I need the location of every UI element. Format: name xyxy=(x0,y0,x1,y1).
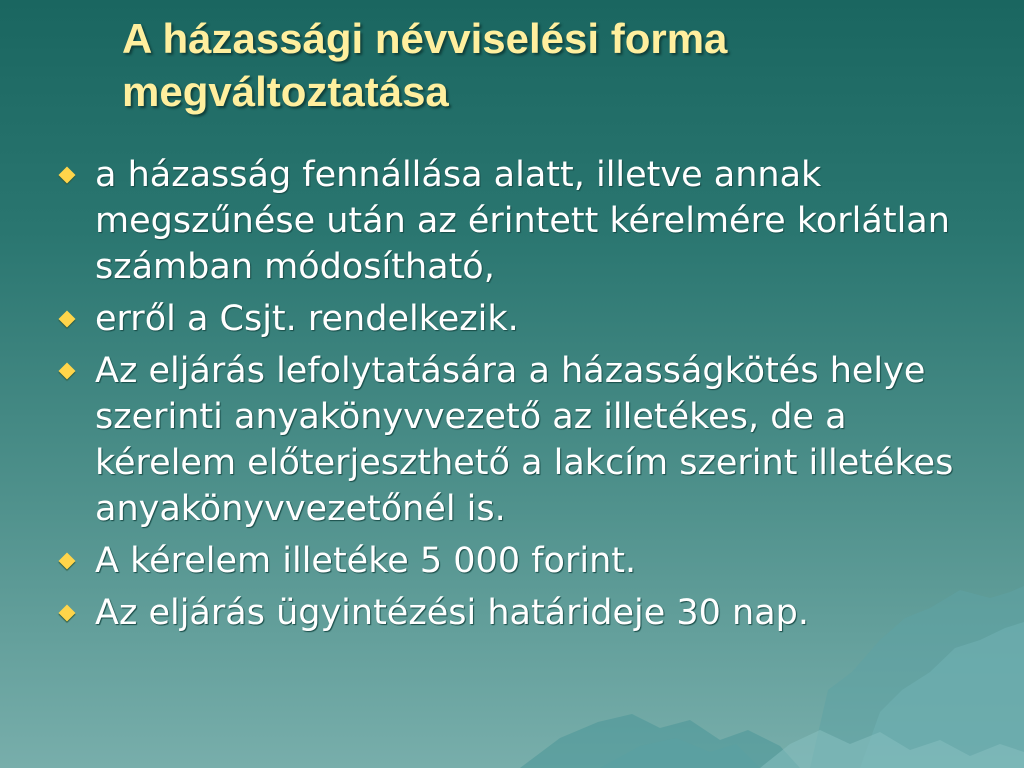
diamond-bullet-icon xyxy=(59,363,76,380)
bullet-text: A kérelem illetéke 5 000 forint. xyxy=(95,541,637,581)
bullet-text: Az eljárás lefolytatására a házasságkötés helye szerinti anyakönyvvezető az illetékes, de a kérelem előterjeszthető a lakcím szerint illetékes anyakönyvvezetőnél is. xyxy=(95,351,954,529)
bullet-item xyxy=(55,348,995,532)
diamond-bullet-icon xyxy=(59,605,76,622)
bullet-text: a házasság fennállása alatt, illetve annak megszűnése után az érintett kérelmére korlátlan számban módosítható, xyxy=(95,155,950,287)
bullet-list xyxy=(55,152,995,642)
bullet-text: erről a Csjt. rendelkezik. xyxy=(95,299,519,339)
diamond-bullet-icon xyxy=(59,311,76,328)
bullet-text: Az eljárás ügyintézési határideje 30 nap. xyxy=(95,593,810,633)
slide-title: A házassági névviselési forma megváltoztatása xyxy=(122,15,728,115)
diamond-bullet-icon xyxy=(59,553,76,570)
bullet-item xyxy=(55,152,995,290)
bullet-item xyxy=(55,538,995,584)
bullet-item xyxy=(55,296,995,342)
diamond-bullet-icon xyxy=(59,167,76,184)
bullet-item xyxy=(55,590,995,636)
